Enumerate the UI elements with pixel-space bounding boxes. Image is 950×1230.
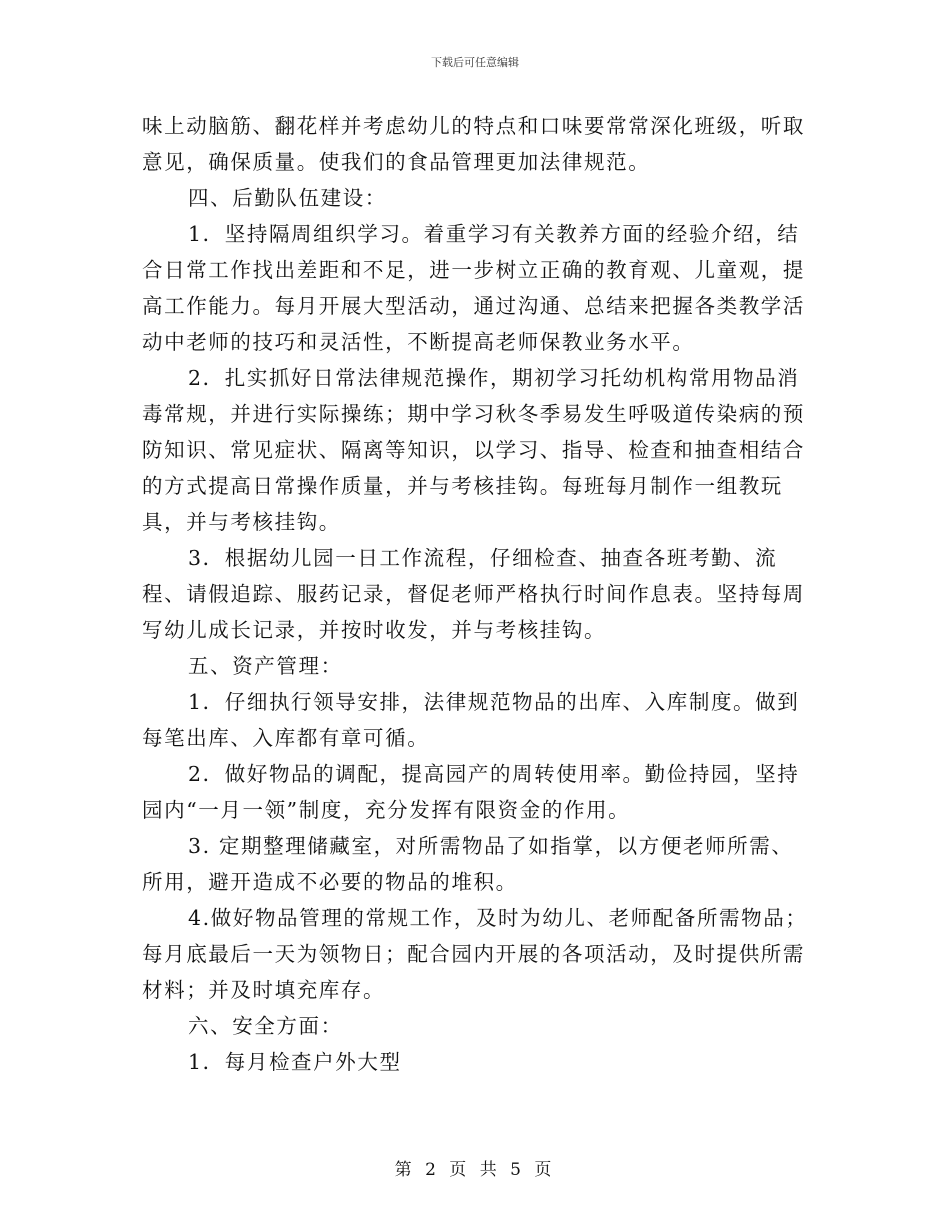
paragraph-item: 2．扎实抓好日常法律规范操作，期初学习托幼机构常用物品消毒常规，并进行实际操练；期中学习秋冬季易发生呼吸道传染病的预防知识、常见症状、隔离等知识，以学习、指导、检查和抽查相结合的方式提高日常操作质量，并与考核挂钩。每班每月制作一组教玩具，并与考核挂钩。 — [142, 366, 805, 534]
paragraph-continuation: 味上动脑筋、翻花样并考虑幼儿的特点和口味要常常深化班级，听取意见，确保质量。使我们的食品管理更加法律规范。 — [142, 114, 805, 174]
paragraph-item: 1．坚持隔周组织学习。着重学习有关教养方面的经验介绍，结合日常工作找出差距和不足，进一步树立正确的教育观、儿童观，提高工作能力。每月开展大型活动，通过沟通、总结来把握各类教学活动中老师的技巧和灵活性，不断提高老师保教业务水平。 — [142, 222, 805, 354]
paragraph-item: 3．根据幼儿园一日工作流程，仔细检查、抽查各班考勤、流程、请假追踪、服药记录，督促老师严格执行时间作息表。坚持每周写幼儿成长记录，并按时收发，并与考核挂钩。 — [142, 546, 805, 642]
paragraph-item: 2．做好物品的调配，提高园产的周转使用率。勤俭持园，坚持园内“一月一领”制度，充分发挥有限资金的作用。 — [142, 762, 800, 822]
section-heading-logistics-team: 四、后勤队伍建设： — [188, 186, 387, 210]
paragraph-item: 1．每月检查户外大型 — [188, 1050, 402, 1074]
header-note: 下载后可任意编辑 — [431, 56, 519, 69]
section-heading-asset-management: 五、资产管理： — [188, 654, 343, 678]
paragraph-item: 3. 定期整理储藏室，对所需物品了如指掌，以方便老师所需、所用，避开造成不必要的物品的堆积。 — [142, 834, 794, 894]
page-indicator: 第 2 页 共 5 页 — [394, 1160, 556, 1180]
paragraph-item: 1．仔细执行领导安排，法律规范物品的出库、入库制度。做到每笔出库、入库都有章可循。 — [142, 690, 800, 750]
document-body — [142, 108, 812, 1080]
paragraph-item: 4.做好物品管理的常规工作，及时为幼儿、老师配备所需物品；每月底最后一天为领物日；配合园内开展的各项活动，及时提供所需材料；并及时填充库存。 — [142, 906, 808, 1002]
section-heading-safety: 六、安全方面： — [188, 1014, 343, 1038]
